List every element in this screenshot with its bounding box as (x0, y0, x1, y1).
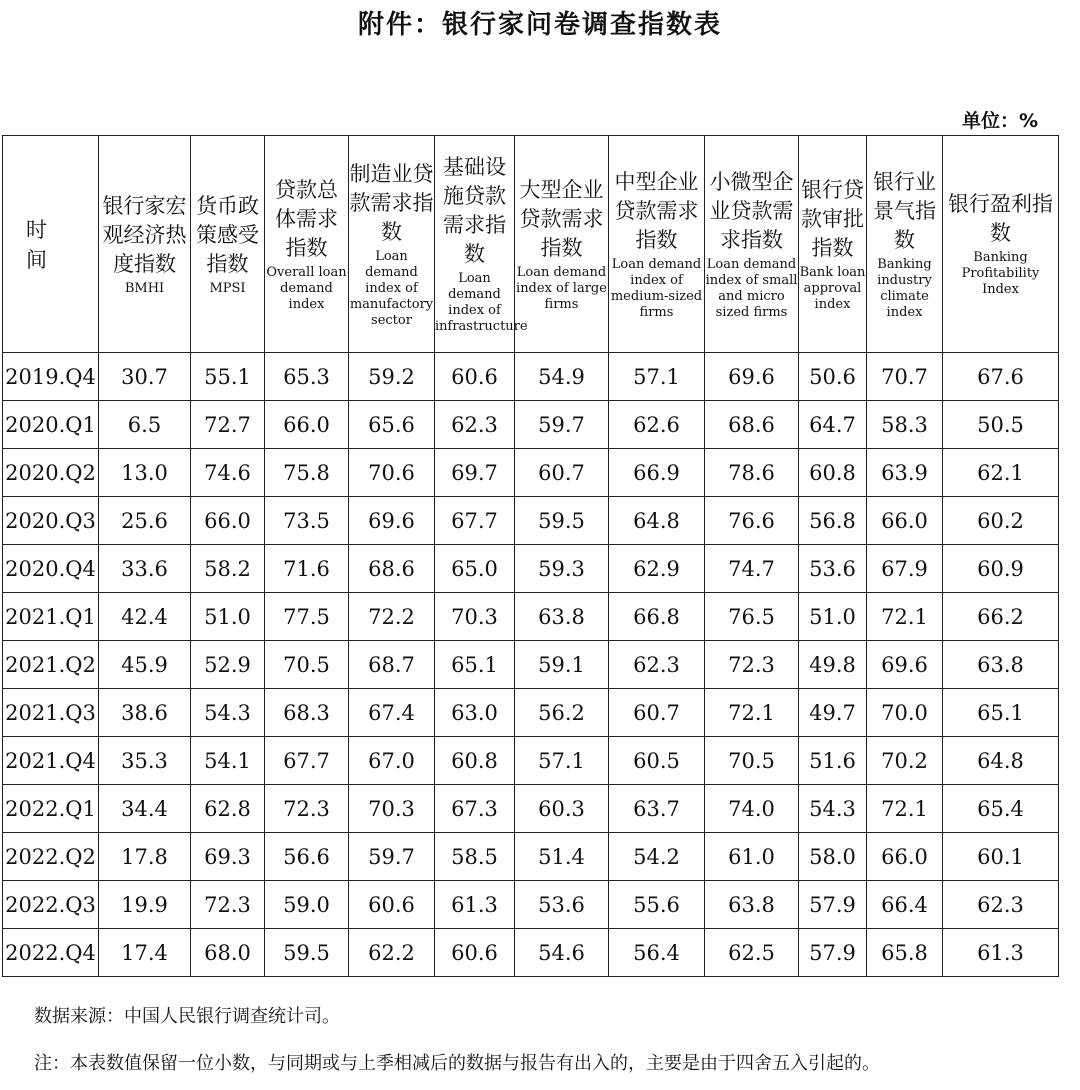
value-cell: 66.0 (191, 497, 265, 545)
col-header-profitability (943, 136, 1059, 353)
value-cell: 74.0 (705, 785, 799, 833)
value-cell: 62.8 (191, 785, 265, 833)
value-cell: 57.9 (799, 881, 867, 929)
value-cell: 49.7 (799, 689, 867, 737)
value-cell: 60.2 (943, 497, 1059, 545)
col-header-label: 制造业贷款需求指数 (349, 161, 434, 244)
value-cell: 61.3 (943, 929, 1059, 977)
value-cell: 56.8 (799, 497, 867, 545)
value-cell: 42.4 (99, 593, 191, 641)
col-header-label: 贷款总体需求指数 (275, 177, 338, 260)
page-title: 附件：银行家问卷调查指数表 (357, 10, 722, 40)
value-cell: 60.7 (609, 689, 705, 737)
value-cell: 72.2 (349, 593, 435, 641)
value-cell: 67.6 (943, 353, 1059, 401)
table-row (3, 833, 1059, 881)
col-header-en: Loan demand index of medium-sized firms (610, 256, 703, 320)
col-header-label: 银行盈利指数 (948, 192, 1053, 245)
value-cell: 69.7 (435, 449, 515, 497)
value-cell: 62.6 (609, 401, 705, 449)
value-cell: 33.6 (99, 545, 191, 593)
value-cell: 30.7 (99, 353, 191, 401)
value-cell: 60.6 (435, 929, 515, 977)
col-header-time (3, 136, 99, 353)
value-cell: 51.0 (799, 593, 867, 641)
value-cell: 59.7 (515, 401, 609, 449)
value-cell: 57.1 (609, 353, 705, 401)
value-cell: 54.3 (799, 785, 867, 833)
period-cell: 2021.Q4 (3, 737, 99, 785)
value-cell: 68.0 (191, 929, 265, 977)
value-cell: 57.9 (799, 929, 867, 977)
value-cell: 59.1 (515, 641, 609, 689)
table-row (3, 593, 1059, 641)
col-header-en: MPSI (209, 280, 246, 296)
value-cell: 68.6 (349, 545, 435, 593)
value-cell: 62.3 (609, 641, 705, 689)
value-cell: 60.6 (349, 881, 435, 929)
value-cell: 62.9 (609, 545, 705, 593)
value-cell: 64.8 (609, 497, 705, 545)
value-cell: 60.8 (435, 737, 515, 785)
value-cell: 70.5 (265, 641, 349, 689)
value-cell: 60.5 (609, 737, 705, 785)
col-header-en: Overall loan demand index (266, 264, 347, 312)
value-cell: 70.7 (867, 353, 943, 401)
col-header-label: 小微型企业贷款需求指数 (709, 169, 794, 252)
value-cell: 52.9 (191, 641, 265, 689)
value-cell: 70.6 (349, 449, 435, 497)
col-header-en: Loan demand index of large firms (516, 264, 607, 312)
table-row (3, 449, 1059, 497)
value-cell: 63.0 (435, 689, 515, 737)
col-header-overall-loan (265, 136, 349, 353)
value-cell: 51.4 (515, 833, 609, 881)
value-cell: 61.3 (435, 881, 515, 929)
value-cell: 67.4 (349, 689, 435, 737)
value-cell: 66.2 (943, 593, 1059, 641)
value-cell: 60.3 (515, 785, 609, 833)
value-cell: 56.6 (265, 833, 349, 881)
value-cell: 66.0 (867, 497, 943, 545)
unit-label: 单位：% (961, 110, 1038, 132)
col-header-label: 银行贷款审批指数 (801, 177, 864, 260)
value-cell: 64.7 (799, 401, 867, 449)
col-header-en: BMHI (124, 280, 165, 296)
value-cell: 76.6 (705, 497, 799, 545)
value-cell: 59.7 (349, 833, 435, 881)
value-cell: 55.1 (191, 353, 265, 401)
value-cell: 45.9 (99, 641, 191, 689)
value-cell: 56.4 (609, 929, 705, 977)
value-cell: 65.1 (943, 689, 1059, 737)
value-cell: 55.6 (609, 881, 705, 929)
value-cell: 60.8 (799, 449, 867, 497)
col-header-en: Banking industry climate index (877, 256, 932, 320)
value-cell: 50.5 (943, 401, 1059, 449)
value-cell: 63.8 (705, 881, 799, 929)
value-cell: 72.7 (191, 401, 265, 449)
value-cell: 64.8 (943, 737, 1059, 785)
value-cell: 70.0 (867, 689, 943, 737)
value-cell: 63.8 (943, 641, 1059, 689)
value-cell: 19.9 (99, 881, 191, 929)
col-header-en: Loan demand index of manufactory sector (349, 248, 434, 328)
table-row (3, 401, 1059, 449)
col-header-label: 银行业景气指数 (873, 169, 936, 252)
col-header-label: 基础设施贷款需求指数 (443, 155, 506, 266)
value-cell: 13.0 (99, 449, 191, 497)
period-cell: 2020.Q4 (3, 545, 99, 593)
footnote: 注：本表数值保留一位小数，与同期或与上季相减后的数据与报告有出入的，主要是由于四舍五入引起的。 (34, 1053, 880, 1074)
value-cell: 66.8 (609, 593, 705, 641)
table-body (3, 353, 1059, 977)
value-cell: 69.6 (349, 497, 435, 545)
value-cell: 76.5 (705, 593, 799, 641)
value-cell: 59.5 (515, 497, 609, 545)
value-cell: 63.8 (515, 593, 609, 641)
value-cell: 57.1 (515, 737, 609, 785)
table-row (3, 545, 1059, 593)
value-cell: 65.6 (349, 401, 435, 449)
value-cell: 60.7 (515, 449, 609, 497)
value-cell: 65.0 (435, 545, 515, 593)
value-cell: 63.7 (609, 785, 705, 833)
period-cell: 2020.Q2 (3, 449, 99, 497)
value-cell: 60.9 (943, 545, 1059, 593)
value-cell: 58.2 (191, 545, 265, 593)
value-cell: 72.1 (705, 689, 799, 737)
value-cell: 65.3 (265, 353, 349, 401)
col-header-label: 中型企业贷款需求指数 (614, 169, 699, 252)
col-header-large-firms (515, 136, 609, 353)
value-cell: 17.4 (99, 929, 191, 977)
value-cell: 62.5 (705, 929, 799, 977)
value-cell: 69.3 (191, 833, 265, 881)
table-row (3, 929, 1059, 977)
value-cell: 65.1 (435, 641, 515, 689)
value-cell: 63.9 (867, 449, 943, 497)
value-cell: 68.3 (265, 689, 349, 737)
value-cell: 54.9 (515, 353, 609, 401)
value-cell: 72.1 (867, 593, 943, 641)
value-cell: 6.5 (99, 401, 191, 449)
value-cell: 73.5 (265, 497, 349, 545)
table-row (3, 353, 1059, 401)
value-cell: 60.6 (435, 353, 515, 401)
value-cell: 72.3 (191, 881, 265, 929)
value-cell: 74.6 (191, 449, 265, 497)
col-header-mpsi (191, 136, 265, 353)
table-row (3, 497, 1059, 545)
col-header-industry-climate (867, 136, 943, 353)
period-cell: 2019.Q4 (3, 353, 99, 401)
value-cell: 60.1 (943, 833, 1059, 881)
value-cell: 67.3 (435, 785, 515, 833)
col-header-label: 时 间 (26, 218, 75, 272)
col-header-en: Loan demand index of small and micro sized firms (705, 256, 798, 320)
value-cell: 56.2 (515, 689, 609, 737)
value-cell: 70.3 (435, 593, 515, 641)
value-cell: 53.6 (799, 545, 867, 593)
value-cell: 25.6 (99, 497, 191, 545)
period-cell: 2021.Q2 (3, 641, 99, 689)
value-cell: 70.3 (349, 785, 435, 833)
period-cell: 2021.Q3 (3, 689, 99, 737)
header-row (3, 136, 1059, 353)
value-cell: 54.6 (515, 929, 609, 977)
value-cell: 61.0 (705, 833, 799, 881)
col-header-label: 货币政策感受指数 (196, 193, 259, 276)
value-cell: 71.6 (265, 545, 349, 593)
table-row (3, 689, 1059, 737)
value-cell: 67.7 (435, 497, 515, 545)
value-cell: 75.8 (265, 449, 349, 497)
value-cell: 67.9 (867, 545, 943, 593)
value-cell: 66.4 (867, 881, 943, 929)
value-cell: 68.6 (705, 401, 799, 449)
value-cell: 66.0 (867, 833, 943, 881)
value-cell: 62.1 (943, 449, 1059, 497)
value-cell: 54.2 (609, 833, 705, 881)
value-cell: 34.4 (99, 785, 191, 833)
period-cell: 2022.Q2 (3, 833, 99, 881)
value-cell: 66.9 (609, 449, 705, 497)
col-header-label: 银行家宏观经济热度指数 (102, 193, 187, 276)
value-cell: 35.3 (99, 737, 191, 785)
period-cell: 2021.Q1 (3, 593, 99, 641)
value-cell: 53.6 (515, 881, 609, 929)
col-header-en: Banking Profitability Index (961, 250, 1040, 297)
value-cell: 50.6 (799, 353, 867, 401)
value-cell: 59.0 (265, 881, 349, 929)
col-header-label: 大型企业贷款需求指数 (519, 177, 604, 260)
value-cell: 70.2 (867, 737, 943, 785)
col-header-bmhi (99, 136, 191, 353)
value-cell: 58.3 (867, 401, 943, 449)
value-cell: 68.7 (349, 641, 435, 689)
col-header-manufacturing (349, 136, 435, 353)
value-cell: 17.8 (99, 833, 191, 881)
value-cell: 51.0 (191, 593, 265, 641)
value-cell: 59.5 (265, 929, 349, 977)
value-cell: 66.0 (265, 401, 349, 449)
table-row (3, 737, 1059, 785)
col-header-medium-firms (609, 136, 705, 353)
value-cell: 65.4 (943, 785, 1059, 833)
table-row (3, 881, 1059, 929)
value-cell: 38.6 (99, 689, 191, 737)
value-cell: 54.1 (191, 737, 265, 785)
value-cell: 62.3 (435, 401, 515, 449)
value-cell: 72.1 (867, 785, 943, 833)
table-row (3, 641, 1059, 689)
value-cell: 67.0 (349, 737, 435, 785)
value-cell: 77.5 (265, 593, 349, 641)
period-cell: 2022.Q3 (3, 881, 99, 929)
period-cell: 2020.Q1 (3, 401, 99, 449)
value-cell: 51.6 (799, 737, 867, 785)
value-cell: 72.3 (705, 641, 799, 689)
value-cell: 74.7 (705, 545, 799, 593)
value-cell: 62.2 (349, 929, 435, 977)
value-cell: 59.2 (349, 353, 435, 401)
period-cell: 2022.Q4 (3, 929, 99, 977)
col-header-en: Loan demand index of infrastructure (435, 271, 528, 334)
source-note: 数据来源：中国人民银行调查统计司。 (34, 1006, 340, 1027)
index-table (2, 135, 1059, 977)
period-cell: 2020.Q3 (3, 497, 99, 545)
col-header-loan-approval (799, 136, 867, 353)
value-cell: 72.3 (265, 785, 349, 833)
value-cell: 67.7 (265, 737, 349, 785)
value-cell: 59.3 (515, 545, 609, 593)
col-header-small-micro-firms (705, 136, 799, 353)
value-cell: 78.6 (705, 449, 799, 497)
value-cell: 58.0 (799, 833, 867, 881)
table-row (3, 785, 1059, 833)
value-cell: 58.5 (435, 833, 515, 881)
col-header-infrastructure (435, 136, 528, 353)
value-cell: 49.8 (799, 641, 867, 689)
value-cell: 70.5 (705, 737, 799, 785)
value-cell: 69.6 (705, 353, 799, 401)
period-cell: 2022.Q1 (3, 785, 99, 833)
value-cell: 69.6 (867, 641, 943, 689)
value-cell: 62.3 (943, 881, 1059, 929)
col-header-en: Bank loan approval index (799, 264, 866, 312)
value-cell: 54.3 (191, 689, 265, 737)
value-cell: 65.8 (867, 929, 943, 977)
